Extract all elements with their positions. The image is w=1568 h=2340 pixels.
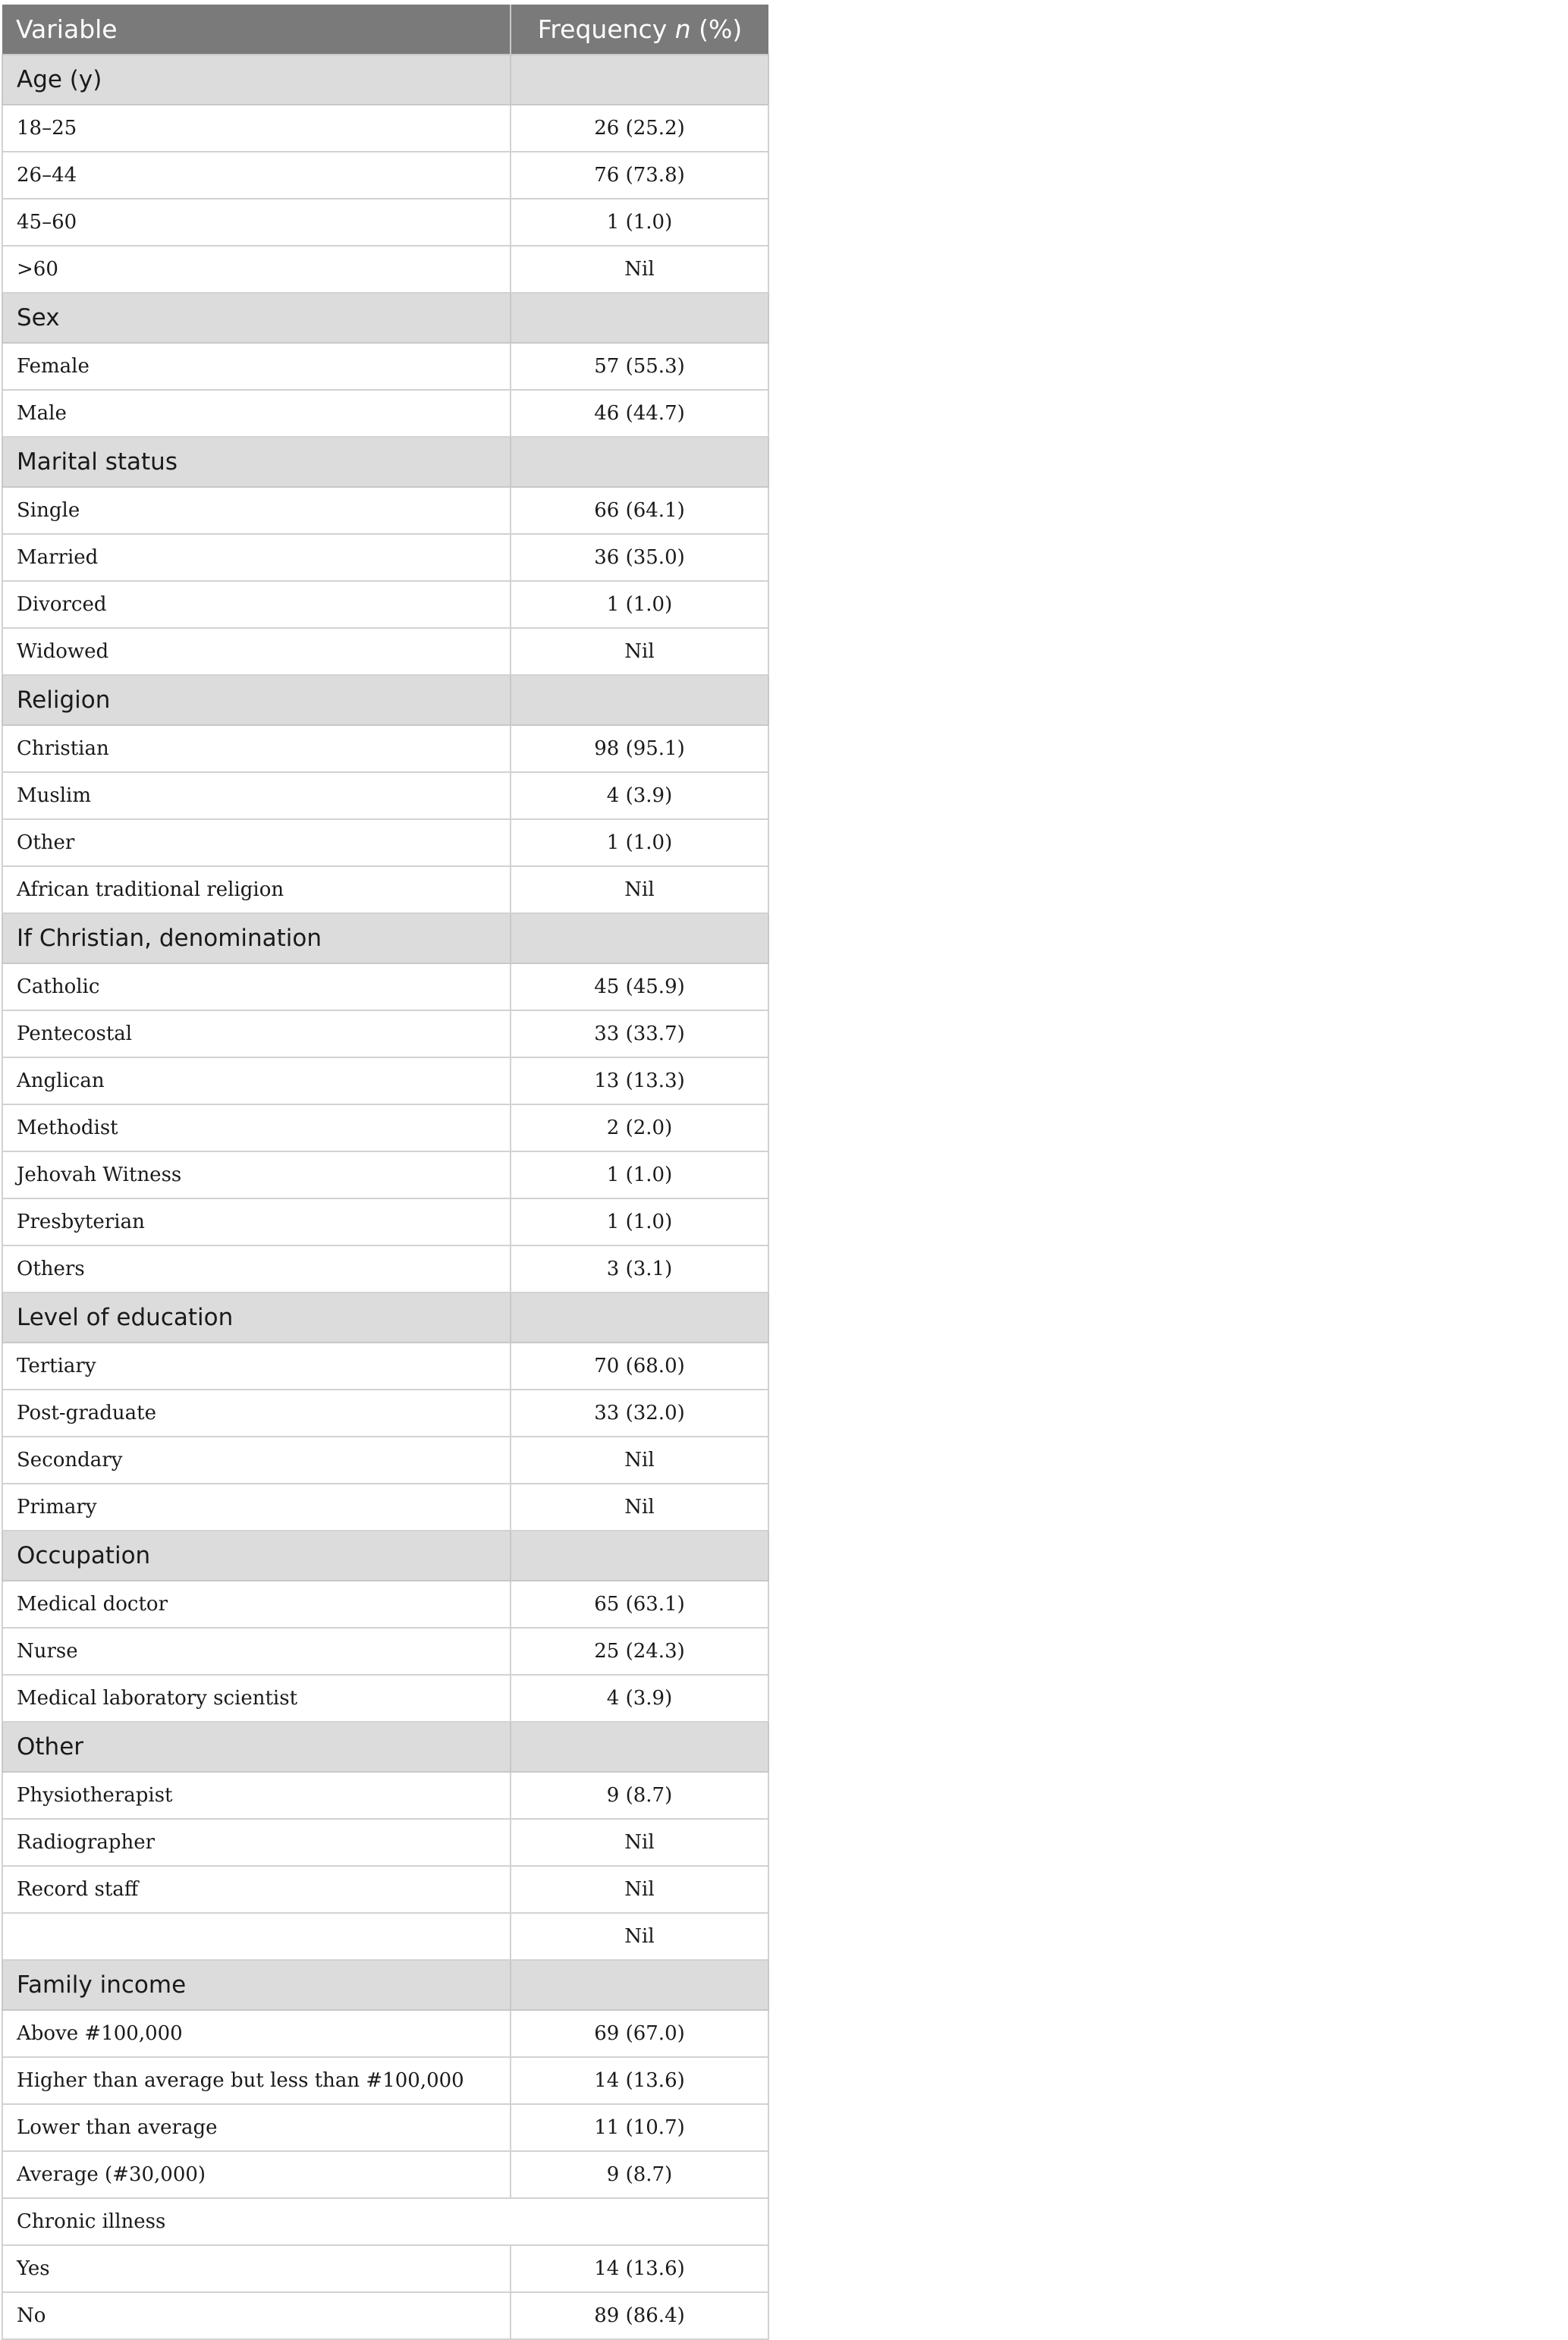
section-value — [511, 913, 768, 963]
header-row — [2, 5, 768, 55]
table-row — [2, 2104, 768, 2151]
row-value: 70 (68.0) — [511, 1343, 768, 1390]
row-label: Pentecostal — [2, 1010, 511, 1057]
row-value: 98 (95.1) — [511, 725, 768, 772]
row-value: 33 (33.7) — [511, 1010, 768, 1057]
row-value: 65 (63.1) — [511, 1581, 768, 1628]
table-row — [2, 1010, 768, 1057]
row-label: Above #100,000 — [2, 2010, 511, 2057]
section-label: Occupation — [2, 1531, 511, 1581]
row-label: Average (#30,000) — [2, 2151, 511, 2198]
row-value: 1 (1.0) — [511, 1151, 768, 1198]
row-label: Physiotherapist — [2, 1772, 511, 1819]
row-value: 89 (86.4) — [511, 2292, 768, 2339]
table-row — [2, 246, 768, 293]
section-label: Sex — [2, 293, 511, 343]
table-row — [2, 1151, 768, 1198]
row-value: 66 (64.1) — [511, 487, 768, 534]
section-label: Marital status — [2, 437, 511, 487]
row-value: 76 (73.8) — [511, 152, 768, 199]
header-frequency-prefix: Frequency — [537, 14, 675, 44]
section-value — [511, 1960, 768, 2010]
row-value: 25 (24.3) — [511, 1628, 768, 1675]
table-row — [2, 2057, 768, 2104]
row-value: 4 (3.9) — [511, 1675, 768, 1722]
row-value: 1 (1.0) — [511, 199, 768, 246]
row-value: 1 (1.0) — [511, 819, 768, 866]
table-row — [2, 1866, 768, 1913]
table-row — [2, 581, 768, 628]
table-row — [2, 1343, 768, 1390]
table-row — [2, 2151, 768, 2198]
row-label: Medical doctor — [2, 1581, 511, 1628]
row-label: Post-graduate — [2, 1390, 511, 1437]
row-value: 2 (2.0) — [511, 1104, 768, 1151]
table-row — [2, 1913, 768, 1960]
row-label: Single — [2, 487, 511, 534]
section-value — [511, 55, 768, 105]
section-label: If Christian, denomination — [2, 913, 511, 963]
row-label: Record staff — [2, 1866, 511, 1913]
row-label: Female — [2, 343, 511, 390]
row-value: 3 (3.1) — [511, 1245, 768, 1292]
table-row — [2, 2292, 768, 2339]
table-row — [2, 1390, 768, 1437]
row-label: Divorced — [2, 581, 511, 628]
row-label: Lower than average — [2, 2104, 511, 2151]
row-label: Presbyterian — [2, 1198, 511, 1245]
header-frequency-n: n — [674, 14, 691, 44]
row-value: Nil — [511, 1484, 768, 1531]
row-label: >60 — [2, 246, 511, 293]
row-value: 57 (55.3) — [511, 343, 768, 390]
table-row — [2, 628, 768, 675]
table-row — [2, 1675, 768, 1722]
table-row — [2, 1819, 768, 1866]
demographics-table — [2, 5, 769, 2340]
row-value: 46 (44.7) — [511, 390, 768, 437]
row-value: Nil — [511, 1866, 768, 1913]
table-row — [2, 819, 768, 866]
section-row — [2, 293, 768, 343]
table-row — [2, 2010, 768, 2057]
row-value: 14 (13.6) — [511, 2245, 768, 2292]
row-label: No — [2, 2292, 511, 2339]
row-label: Radiographer — [2, 1819, 511, 1866]
row-label: Medical laboratory scientist — [2, 1675, 511, 1722]
table-row — [2, 1628, 768, 1675]
row-label: Widowed — [2, 628, 511, 675]
table-row — [2, 963, 768, 1010]
section-value — [511, 675, 768, 725]
row-value: 69 (67.0) — [511, 2010, 768, 2057]
section-label: Level of education — [2, 1292, 511, 1343]
row-value: 13 (13.3) — [511, 1057, 768, 1104]
table-row — [2, 1198, 768, 1245]
row-label: 45–60 — [2, 199, 511, 246]
row-label: 26–44 — [2, 152, 511, 199]
table-row — [2, 390, 768, 437]
table-row — [2, 534, 768, 581]
row-label: Primary — [2, 1484, 511, 1531]
row-label: Catholic — [2, 963, 511, 1010]
row-value: 14 (13.6) — [511, 2057, 768, 2104]
header-frequency — [511, 5, 768, 55]
row-value: Nil — [511, 246, 768, 293]
demographics-table-container — [2, 5, 768, 2340]
header-variable: Variable — [2, 5, 511, 55]
section-row — [2, 675, 768, 725]
row-value: 9 (8.7) — [511, 1772, 768, 1819]
table-row — [2, 1245, 768, 1292]
table-header — [2, 5, 768, 55]
row-label: Anglican — [2, 1057, 511, 1104]
table-row — [2, 2198, 768, 2245]
row-label: Chronic illness — [2, 2198, 768, 2245]
row-label: Jehovah Witness — [2, 1151, 511, 1198]
row-label: Secondary — [2, 1437, 511, 1484]
row-label: Nurse — [2, 1628, 511, 1675]
table-row — [2, 1484, 768, 1531]
table-row — [2, 199, 768, 246]
section-row — [2, 1292, 768, 1343]
section-value — [511, 437, 768, 487]
section-row — [2, 437, 768, 487]
row-label: Others — [2, 1245, 511, 1292]
section-label: Age (y) — [2, 55, 511, 105]
section-label: Other — [2, 1722, 511, 1772]
section-row — [2, 913, 768, 963]
table-body — [2, 55, 768, 2339]
table-row — [2, 1772, 768, 1819]
row-label: 18–25 — [2, 105, 511, 152]
table-row — [2, 152, 768, 199]
row-value: Nil — [511, 1913, 768, 1960]
row-value: Nil — [511, 628, 768, 675]
table-row — [2, 866, 768, 913]
section-label: Family income — [2, 1960, 511, 2010]
row-label: Male — [2, 390, 511, 437]
table-row — [2, 487, 768, 534]
row-label: Other — [2, 819, 511, 866]
table-row — [2, 1057, 768, 1104]
section-row — [2, 1960, 768, 2010]
section-value — [511, 1292, 768, 1343]
table-row — [2, 1437, 768, 1484]
row-value: 11 (10.7) — [511, 2104, 768, 2151]
section-value — [511, 1722, 768, 1772]
section-row — [2, 55, 768, 105]
row-value: Nil — [511, 866, 768, 913]
row-label: Yes — [2, 2245, 511, 2292]
row-value: 1 (1.0) — [511, 581, 768, 628]
header-frequency-suffix: (%) — [690, 14, 743, 44]
row-label: Higher than average but less than #100,000 — [2, 2057, 511, 2104]
section-label: Religion — [2, 675, 511, 725]
row-label: Married — [2, 534, 511, 581]
row-value: 33 (32.0) — [511, 1390, 768, 1437]
row-value: 45 (45.9) — [511, 963, 768, 1010]
row-value: 9 (8.7) — [511, 2151, 768, 2198]
row-value: 26 (25.2) — [511, 105, 768, 152]
row-label: Methodist — [2, 1104, 511, 1151]
table-row — [2, 725, 768, 772]
row-label: Muslim — [2, 772, 511, 819]
table-row — [2, 343, 768, 390]
row-value: 4 (3.9) — [511, 772, 768, 819]
section-value — [511, 293, 768, 343]
row-label — [2, 1913, 511, 1960]
row-label: Tertiary — [2, 1343, 511, 1390]
row-value: 1 (1.0) — [511, 1198, 768, 1245]
table-row — [2, 2245, 768, 2292]
row-label: Christian — [2, 725, 511, 772]
table-row — [2, 1104, 768, 1151]
section-value — [511, 1531, 768, 1581]
table-row — [2, 1581, 768, 1628]
row-value: Nil — [511, 1819, 768, 1866]
section-row — [2, 1722, 768, 1772]
row-value: Nil — [511, 1437, 768, 1484]
table-row — [2, 105, 768, 152]
table-row — [2, 772, 768, 819]
row-label: African traditional religion — [2, 866, 511, 913]
row-value: 36 (35.0) — [511, 534, 768, 581]
section-row — [2, 1531, 768, 1581]
